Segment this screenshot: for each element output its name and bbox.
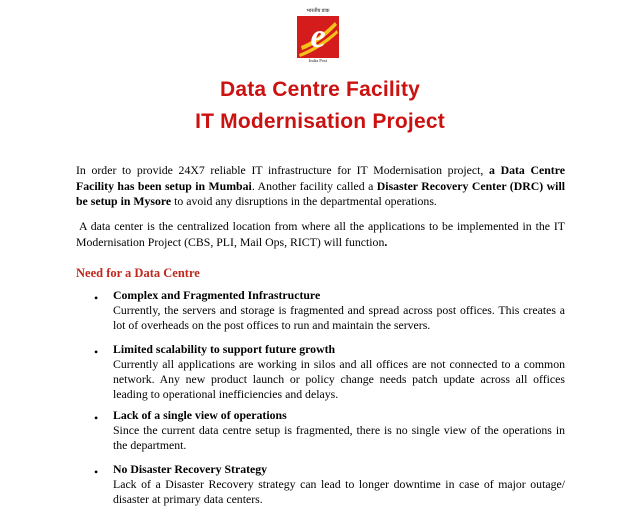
list-item-title: Complex and Fragmented Infrastructure (113, 288, 321, 302)
p2-text-a: A data center is the centralized location from where all the applications to be implemented in the IT Modernisation Project (CBS, PLI, Mail Ops, RICT) will function (76, 219, 565, 249)
india-post-logo (288, 8, 348, 66)
list-item-text: Since the current data centre setup is fragmented, there is no single view of the operations in the department. (113, 423, 565, 452)
p2-text-b: . (384, 234, 388, 249)
list-item-title: Lack of a single view of operations (113, 408, 287, 422)
p1-text-e: to avoid any disruptions in the departmental operations. (171, 194, 437, 208)
bullet-icon: • (94, 465, 99, 479)
p1-text-a: In order to provide 24X7 reliable IT infrastructure for IT Modernisation project, (76, 163, 490, 177)
p1-emphasis-mumbai: a Data Centre Facility has been setup in Mumbai (76, 163, 565, 193)
p1-text-c: . Another facility called a (251, 178, 377, 193)
bullet-icon: • (94, 291, 99, 305)
bullet-icon: • (94, 345, 99, 359)
document-title-line-1: Data Centre Facility (219, 78, 421, 101)
section-heading: Need for a Data Centre (76, 266, 200, 280)
list-item-text: Currently, the servers and storage is fragmented and spread across post offices. This creates a lot of overheads on the post offices to run and maintain the servers. (113, 303, 565, 332)
logo-letter: e (310, 18, 326, 55)
p1-emphasis-mysore: Disaster Recovery Center (DRC) will be setup in Mysore (76, 178, 566, 208)
logo-caption: India Post (308, 58, 328, 63)
india-post-e-icon (297, 16, 339, 58)
intro-paragraph-1 (76, 163, 565, 210)
list-item-title: Limited scalability to support future growth (113, 342, 336, 356)
list-item-text: Lack of a Disaster Recovery strategy can lead to longer downtime in case of major outage/ disaster at primary data centers. (113, 477, 565, 506)
list-item-title: No Disaster Recovery Strategy (113, 462, 268, 476)
bullet-icon: • (94, 411, 99, 425)
document-title-line-2: IT Modernisation Project (195, 110, 445, 133)
intro-paragraph-2 (76, 219, 565, 250)
logo-hindi-text: भारतीय डाक (306, 9, 330, 14)
list-item-text: Currently all applications are working in silos and all offices are not connected to a common network. Any new product launch or policy change needs patch update across all offices leading to operational inefficiencies and delays. (113, 357, 565, 401)
